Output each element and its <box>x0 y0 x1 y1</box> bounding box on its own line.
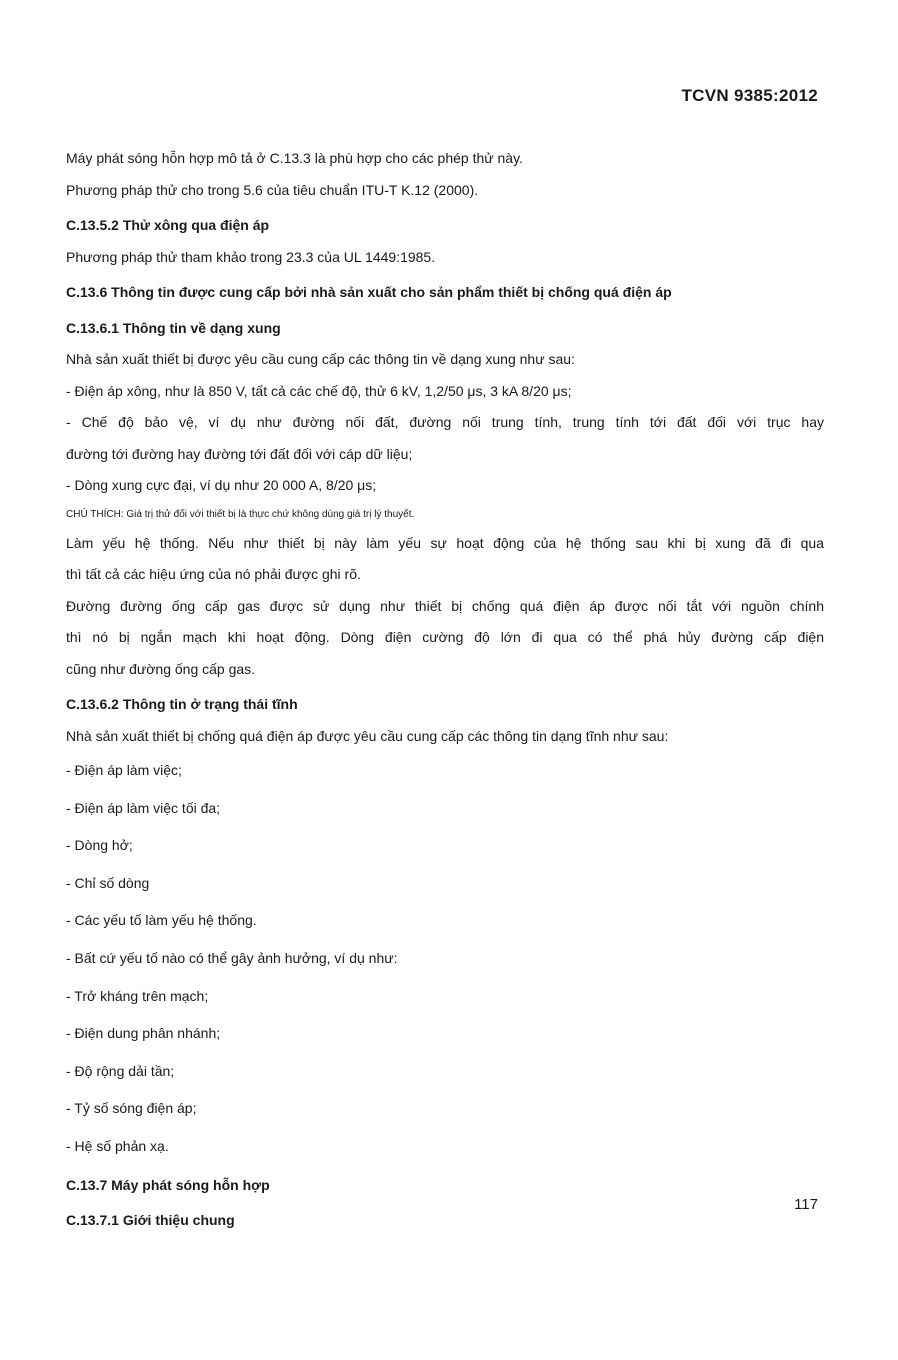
list-item: - Tỷ số sóng điện áp; <box>66 1100 197 1117</box>
list-item: - Bất cứ yếu tố nào có thể gây ảnh hưởng, ví dụ như: <box>66 949 398 966</box>
paragraph: thì tất cả các hiệu ứng của nó phải được ghi rõ. <box>66 566 361 582</box>
paragraph: Nhà sản xuất thiết bị được yêu cầu cung cấp các thông tin về dạng xung như sau: <box>66 351 575 367</box>
paragraph: - Dòng xung cực đại, ví dụ như 20 000 A, 8/20 μs; <box>66 477 377 493</box>
page-number: 117 <box>794 1196 818 1213</box>
paragraph: Phương pháp thử cho trong 5.6 của tiêu chuẩn ITU-T K.12 (2000). <box>66 181 479 198</box>
list-item: - Dòng hở; <box>66 837 133 854</box>
note-text: CHÚ THÍCH: Giá trị thử đối với thiết bị là thực chứ không dùng giá trị lý thuyết. <box>66 508 415 520</box>
paragraph: đường tới đường hay đường tới đất đối với cáp dữ liệu; <box>66 445 413 462</box>
list-item: - Hệ số phản xạ. <box>66 1137 169 1154</box>
paragraph: Đường đường ống cấp gas được sử dụng như thiết bị chống quá điện áp được nối tắt với nguồn chính <box>66 597 824 614</box>
paragraph: Nhà sản xuất thiết bị chống quá điện áp được yêu cầu cung cấp các thông tin dạng tĩnh như sau: <box>66 727 669 744</box>
list-item: - Chỉ số dòng <box>66 874 150 891</box>
standard-code: TCVN 9385:2012 <box>681 86 818 105</box>
section-heading-c13-5-2: C.13.5.2 Thử xông qua điện áp <box>66 217 270 233</box>
section-heading-c13-6-1: C.13.6.1 Thông tin về dạng xung <box>66 319 281 336</box>
paragraph: cũng như đường ống cấp gas. <box>66 660 256 677</box>
list-item: - Độ rộng dải tần; <box>66 1062 175 1079</box>
document-body <box>66 143 824 1237</box>
list-item: - Điện áp làm việc; <box>66 762 182 778</box>
paragraph: thì nó bị ngắn mạch khi hoạt động. Dòng điện cường độ lớn đi qua có thể phá hủy đường cấp điện <box>66 629 824 645</box>
list-item: - Các yếu tố làm yếu hệ thống. <box>66 912 257 929</box>
paragraph: - Điện áp xông, như là 850 V, tất cả các chế độ, thử 6 kV, 1,2/50 μs, 3 kA 8/20 μs; <box>66 382 572 399</box>
paragraph: Làm yếu hệ thống. Nếu như thiết bị này làm yếu sự hoạt động của hệ thống sau khi bị xung đã đi qua <box>66 534 824 551</box>
section-heading-c13-7-1: C.13.7.1 Giới thiệu chung <box>66 1212 235 1229</box>
section-heading-c13-6-2: C.13.6.2 Thông tin ở trạng thái tĩnh <box>66 696 298 712</box>
section-heading-c13-7: C.13.7 Máy phát sóng hỗn hợp <box>66 1176 270 1193</box>
paragraph: - Chế độ bảo vệ, ví dụ như đường nối đất, đường nối trung tính, trung tính tới đất đối với trục hay <box>66 414 824 430</box>
paragraph: Phương pháp thử tham khảo trong 23.3 của UL 1449:1985. <box>66 248 436 265</box>
list-item: - Điện dung phân nhánh; <box>66 1025 221 1042</box>
list-item: - Trở kháng trên mạch; <box>66 987 209 1004</box>
section-heading-c13-6: C.13.6 Thông tin được cung cấp bởi nhà sản xuất cho sản phẩm thiết bị chống quá điện áp <box>66 284 672 300</box>
list-item: - Điện áp làm việc tối đa; <box>66 799 221 816</box>
paragraph: Máy phát sóng hỗn hợp mô tả ở C.13.3 là phù hợp cho các phép thử này. <box>66 150 523 166</box>
